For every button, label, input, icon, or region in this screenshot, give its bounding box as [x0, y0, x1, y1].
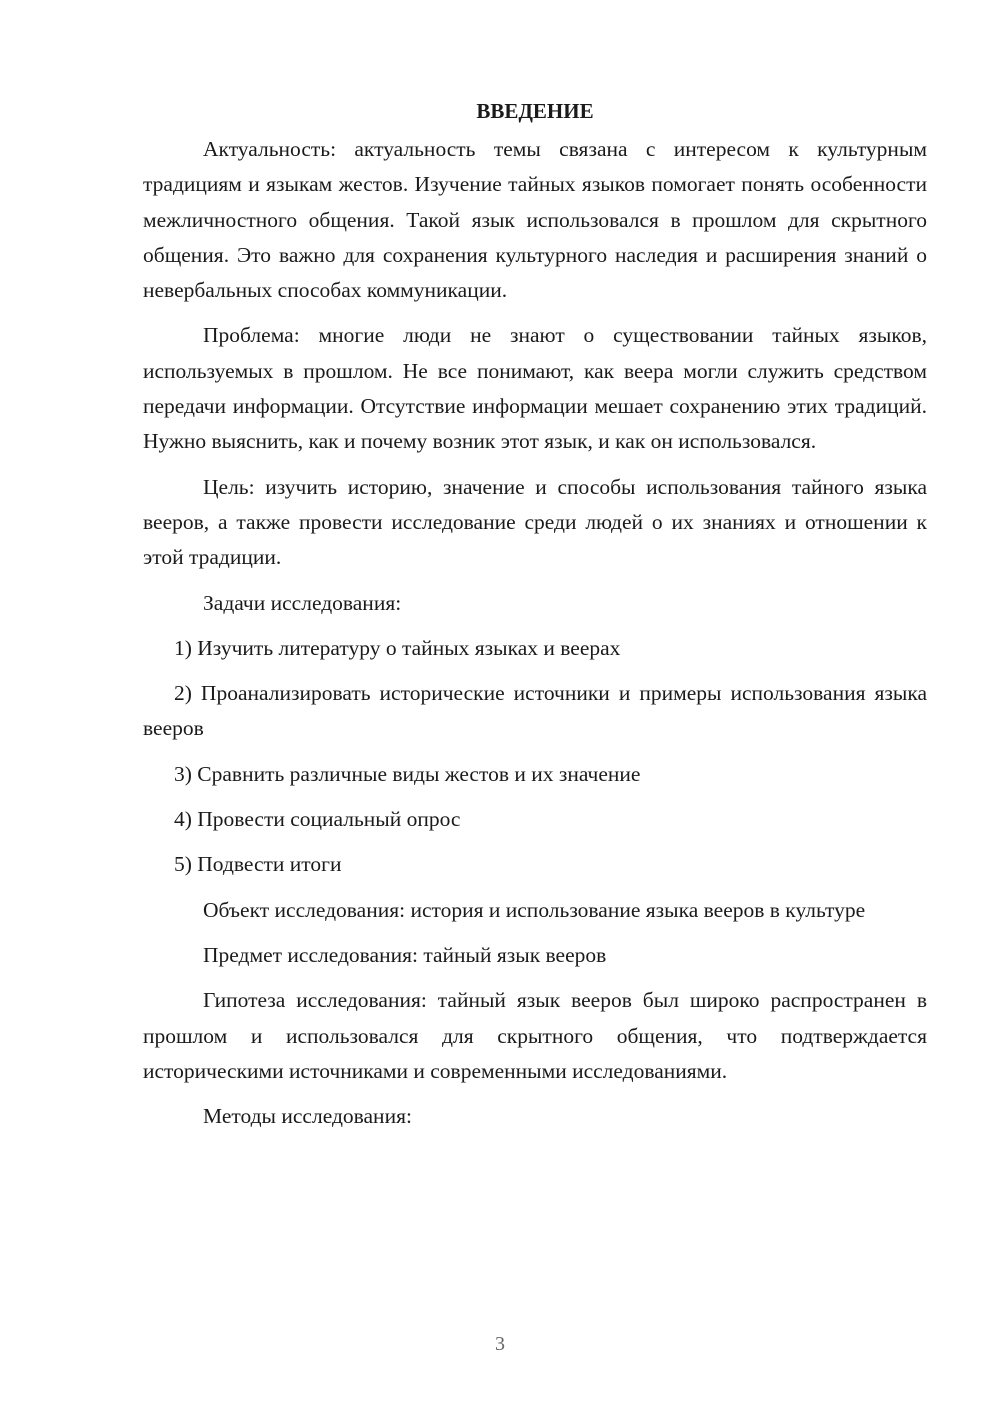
tasks-heading: Задачи исследования:: [203, 590, 402, 615]
methods-heading: Методы исследования:: [203, 1104, 412, 1129]
document-page: [143, 96, 927, 1144]
task-item-3: 3) Сравнить различные виды жестов и их значение: [174, 761, 641, 786]
paragraph-problem: Проблема: многие люди не знают о существовании тайных языков, используемых в прошлом. Не все понимают, как веера могли служить средством передачи информации. Отсутствие информации мешает сохранению этих традиций. Нужно выяснить, как и почему возник этот язык, и как он использовался.: [143, 323, 927, 454]
paragraph-object: Объект исследования: история и использование языка вееров в культуре: [203, 897, 866, 922]
page-number: 3: [495, 1333, 505, 1355]
paragraph-hypothesis: Гипотеза исследования: тайный язык вееров был широко распространен в прошлом и использовался для скрытного общения, что подтверждается историческими источниками и современными исследованиями.: [143, 988, 927, 1083]
page-title: ВВЕДЕНИЕ: [476, 99, 594, 123]
paragraph-subject: Предмет исследования: тайный язык вееров: [203, 942, 607, 967]
task-item-5: 5) Подвести итоги: [174, 852, 342, 877]
task-item-1: 1) Изучить литературу о тайных языках и веерах: [174, 635, 621, 660]
task-item-2: 2) Проанализировать исторические источники и примеры использования языка вееров: [143, 681, 927, 741]
task-item-4: 4) Провести социальный опрос: [174, 807, 461, 832]
paragraph-relevance: Актуальность: актуальность темы связана с интересом к культурным традициям и языкам жестов. Изучение тайных языков помогает понять особенности межличностного общения. Такой язык использовался в прошлом для скрытного общения. Это важно для сохранения культурного наследия и расширения знаний о невербальных способах коммуникации.: [143, 137, 927, 303]
paragraph-goal: Цель: изучить историю, значение и способы использования тайного языка вееров, а также провести исследование среди людей о их знаниях и отношении к этой традиции.: [143, 474, 927, 570]
